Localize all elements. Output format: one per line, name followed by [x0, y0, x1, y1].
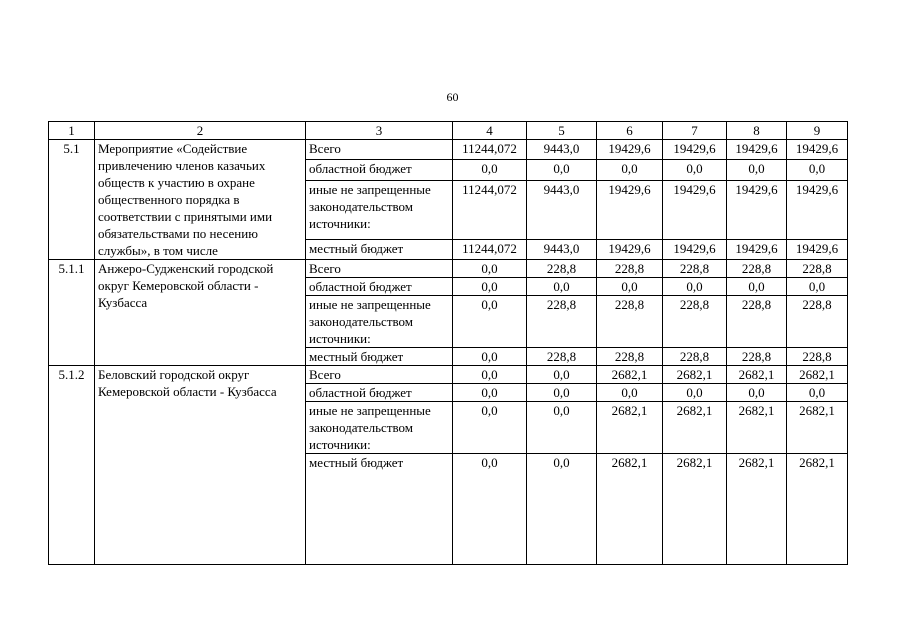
value-cell: 0,0: [527, 402, 597, 454]
table-row: [49, 140, 848, 160]
value-cell: 19429,6: [727, 239, 787, 259]
value-cell: 0,0: [527, 366, 597, 384]
value-cell: 0,0: [727, 278, 787, 296]
value-cell: 19429,6: [597, 239, 663, 259]
value-cell: 228,8: [527, 296, 597, 348]
source-label: областной бюджет: [306, 160, 453, 180]
header-cell: 8: [727, 122, 787, 140]
source-label: иные не запрещенные законодательством источники:: [306, 180, 453, 239]
value-cell: 228,8: [527, 260, 597, 278]
source-label: Всего: [306, 140, 453, 160]
value-cell: 19429,6: [663, 180, 727, 239]
value-cell: 0,0: [453, 160, 527, 180]
value-cell: 0,0: [597, 278, 663, 296]
value-cell: 0,0: [527, 160, 597, 180]
header-cell: 4: [453, 122, 527, 140]
source-label: областной бюджет: [306, 278, 453, 296]
empty-cell: [597, 471, 663, 565]
value-cell: 19429,6: [727, 140, 787, 160]
value-cell: 11244,072: [453, 180, 527, 239]
value-cell: 228,8: [527, 348, 597, 366]
value-cell: 19429,6: [597, 140, 663, 160]
value-cell: 228,8: [663, 348, 727, 366]
value-cell: 0,0: [527, 454, 597, 472]
value-cell: 9443,0: [527, 180, 597, 239]
value-cell: 0,0: [527, 278, 597, 296]
item-name: Анжеро-Судженский городской округ Кемеровской области - Кузбасса: [95, 260, 306, 366]
empty-cell: [527, 471, 597, 565]
value-cell: 0,0: [727, 384, 787, 402]
value-cell: 228,8: [727, 296, 787, 348]
value-cell: 228,8: [727, 260, 787, 278]
table-row: [49, 260, 848, 278]
empty-cell: [787, 471, 848, 565]
item-code: 5.1.2: [49, 366, 95, 565]
source-label: иные не запрещенные законодательством источники:: [306, 402, 453, 454]
value-cell: 0,0: [597, 160, 663, 180]
value-cell: 2682,1: [727, 402, 787, 454]
budget-table: [48, 121, 848, 565]
value-cell: 0,0: [453, 402, 527, 454]
item-code: 5.1: [49, 140, 95, 260]
value-cell: 0,0: [787, 160, 848, 180]
source-label: Всего: [306, 366, 453, 384]
table-row: [49, 366, 848, 384]
value-cell: 228,8: [787, 260, 848, 278]
value-cell: 19429,6: [663, 140, 727, 160]
value-cell: 0,0: [597, 384, 663, 402]
value-cell: 0,0: [453, 278, 527, 296]
value-cell: 0,0: [453, 260, 527, 278]
empty-cell: [727, 471, 787, 565]
header-cell: 2: [95, 122, 306, 140]
header-cell: 3: [306, 122, 453, 140]
value-cell: 2682,1: [597, 454, 663, 472]
source-label: Всего: [306, 260, 453, 278]
header-cell: 9: [787, 122, 848, 140]
value-cell: 0,0: [453, 366, 527, 384]
value-cell: 0,0: [527, 384, 597, 402]
value-cell: 2682,1: [787, 454, 848, 472]
value-cell: 0,0: [453, 384, 527, 402]
value-cell: 2682,1: [727, 454, 787, 472]
value-cell: 2682,1: [597, 366, 663, 384]
value-cell: 11244,072: [453, 239, 527, 259]
value-cell: 2682,1: [787, 402, 848, 454]
header-cell: 7: [663, 122, 727, 140]
source-label: областной бюджет: [306, 384, 453, 402]
empty-cell: [306, 471, 453, 565]
value-cell: 0,0: [453, 348, 527, 366]
value-cell: 228,8: [597, 348, 663, 366]
page-number: 60: [446, 90, 459, 104]
item-code: 5.1.1: [49, 260, 95, 366]
item-name: Беловский городской округ Кемеровской области - Кузбасса: [95, 366, 306, 565]
value-cell: 0,0: [727, 160, 787, 180]
value-cell: 19429,6: [727, 180, 787, 239]
item-name: Мероприятие «Содействие привлечению членов казачьих обществ к участию в охране общественного порядка в соответствии с принятыми ими обязательствами по несению службы», в том числе: [95, 140, 306, 260]
value-cell: 19429,6: [663, 239, 727, 259]
value-cell: 228,8: [663, 296, 727, 348]
value-cell: 0,0: [787, 278, 848, 296]
value-cell: 19429,6: [787, 140, 848, 160]
value-cell: 2682,1: [663, 402, 727, 454]
value-cell: 2682,1: [787, 366, 848, 384]
source-label: местный бюджет: [306, 454, 453, 472]
value-cell: 0,0: [663, 278, 727, 296]
value-cell: 228,8: [597, 296, 663, 348]
value-cell: 11244,072: [453, 140, 527, 160]
value-cell: 228,8: [787, 348, 848, 366]
value-cell: 19429,6: [597, 180, 663, 239]
value-cell: 2682,1: [597, 402, 663, 454]
value-cell: 9443,0: [527, 239, 597, 259]
value-cell: 19429,6: [787, 180, 848, 239]
value-cell: 2682,1: [663, 366, 727, 384]
value-cell: 228,8: [597, 260, 663, 278]
value-cell: 2682,1: [727, 366, 787, 384]
value-cell: 0,0: [453, 454, 527, 472]
value-cell: 228,8: [787, 296, 848, 348]
header-cell: 1: [49, 122, 95, 140]
value-cell: 0,0: [787, 384, 848, 402]
empty-cell: [453, 471, 527, 565]
header-cell: 6: [597, 122, 663, 140]
source-label: местный бюджет: [306, 348, 453, 366]
value-cell: 0,0: [663, 384, 727, 402]
value-cell: 2682,1: [663, 454, 727, 472]
header-cell: 5: [527, 122, 597, 140]
value-cell: 228,8: [663, 260, 727, 278]
value-cell: 19429,6: [787, 239, 848, 259]
value-cell: 0,0: [453, 296, 527, 348]
empty-cell: [663, 471, 727, 565]
value-cell: 228,8: [727, 348, 787, 366]
value-cell: 0,0: [663, 160, 727, 180]
value-cell: 9443,0: [527, 140, 597, 160]
header-row: [49, 122, 848, 140]
source-label: местный бюджет: [306, 239, 453, 259]
source-label: иные не запрещенные законодательством источники:: [306, 296, 453, 348]
